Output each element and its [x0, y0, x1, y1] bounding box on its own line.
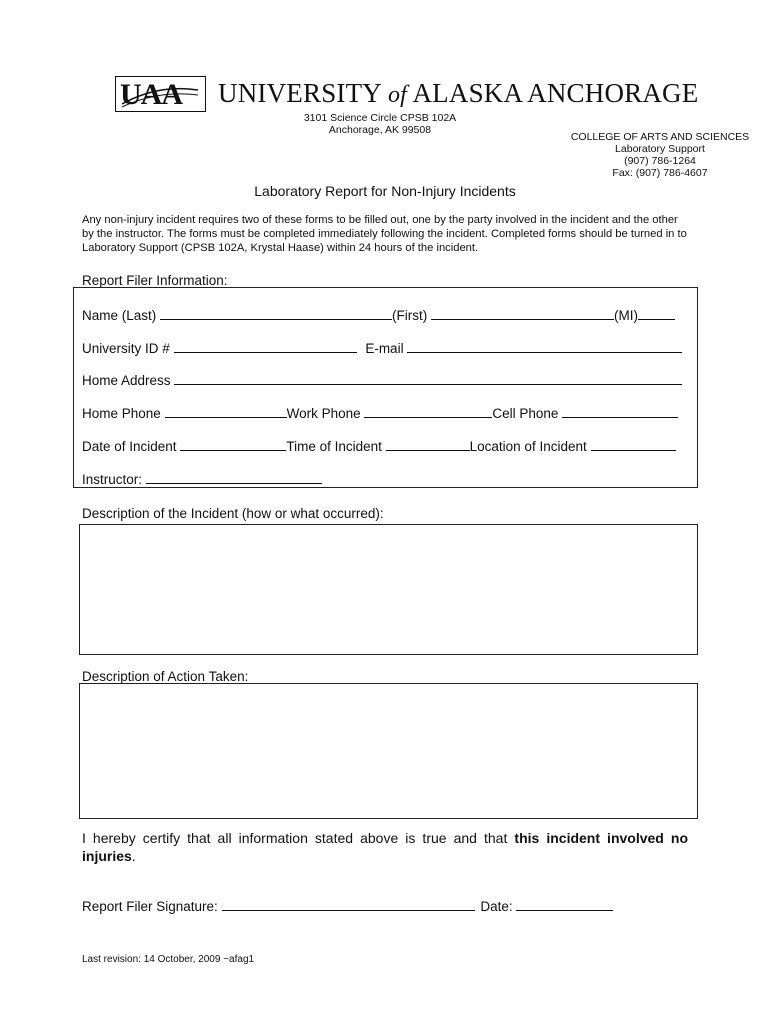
- home-address-field[interactable]: [174, 372, 682, 385]
- university-id-label: University ID #: [82, 341, 170, 356]
- work-phone-field[interactable]: [364, 405, 492, 418]
- home-phone-field[interactable]: [165, 405, 287, 418]
- name-last-field[interactable]: [160, 307, 392, 320]
- instructions-paragraph: Any non-injury incident requires two of these forms to be filled out, one by the party involved in the incident and the other by the instructor. The forms must be completed immediately following the incident. Completed forms should be turned in to Laboratory Support (CPSB 102A, Krystal Haase) within 24 hours of the incident.: [82, 214, 687, 254]
- date-label: Date:: [480, 899, 513, 914]
- instructor-field[interactable]: [146, 471, 322, 484]
- time-of-incident-field[interactable]: [386, 438, 470, 451]
- email-label: E-mail: [365, 341, 404, 356]
- incident-description-heading: Description of the Incident (how or what occurred):: [82, 506, 384, 521]
- home-address-label: Home Address: [82, 373, 171, 388]
- name-first-field[interactable]: [431, 307, 614, 320]
- instructor-label: Instructor:: [82, 472, 143, 487]
- date-of-incident-label: Date of Incident: [82, 439, 177, 454]
- address-line-1: 3101 Science Circle CPSB 102A: [303, 112, 457, 124]
- location-of-incident-label: Location of Incident: [469, 439, 587, 454]
- name-mi-label: (MI): [614, 308, 639, 323]
- home-phone-label: Home Phone: [82, 406, 161, 421]
- name-first-label: (First): [392, 308, 428, 323]
- action-taken-heading: Description of Action Taken:: [82, 669, 249, 684]
- work-phone-label: Work Phone: [286, 406, 361, 421]
- address-line-2: Anchorage, AK 99508: [328, 124, 432, 136]
- action-taken-box[interactable]: [79, 683, 698, 819]
- revision-footer: Last revision: 14 October, 2009 ~afag1: [82, 954, 255, 965]
- college-name: COLLEGE OF ARTS AND SCIENCES: [570, 131, 750, 143]
- signature-field[interactable]: [222, 898, 475, 911]
- email-field[interactable]: [407, 340, 682, 353]
- university-name: UNIVERSITY of ALASKA ANCHORAGE: [218, 78, 699, 108]
- cell-phone-field[interactable]: [562, 405, 678, 418]
- name-row: [82, 307, 675, 323]
- page-title: Laboratory Report for Non-Injury Incidents: [254, 183, 516, 199]
- date-field[interactable]: [516, 898, 613, 911]
- university-id-field[interactable]: [174, 340, 357, 353]
- cell-phone-label: Cell Phone: [492, 406, 559, 421]
- uaa-logo: UAA: [120, 78, 182, 111]
- name-mi-field[interactable]: [638, 307, 675, 320]
- name-last-label: Name (Last): [82, 308, 157, 323]
- date-of-incident-field[interactable]: [180, 438, 286, 451]
- time-of-incident-label: Time of Incident: [286, 439, 382, 454]
- signature-label: Report Filer Signature:: [82, 899, 218, 914]
- incident-row: [82, 438, 676, 454]
- fax-number: Fax: (907) 786-4607: [612, 167, 708, 179]
- department-name: Laboratory Support: [615, 143, 705, 155]
- instructor-row: [82, 471, 322, 487]
- address-row: [82, 372, 682, 388]
- certification-statement: I hereby certify that all information stated above is true and that this incident involved no injuries.: [82, 830, 688, 864]
- phone-row: [82, 405, 678, 421]
- signature-row: [82, 898, 613, 914]
- location-of-incident-field[interactable]: [591, 438, 676, 451]
- filer-section-heading: Report Filer Information:: [82, 273, 228, 288]
- id-email-row: [82, 340, 682, 356]
- incident-description-box[interactable]: [79, 524, 698, 655]
- phone-number: (907) 786-1264: [624, 155, 696, 167]
